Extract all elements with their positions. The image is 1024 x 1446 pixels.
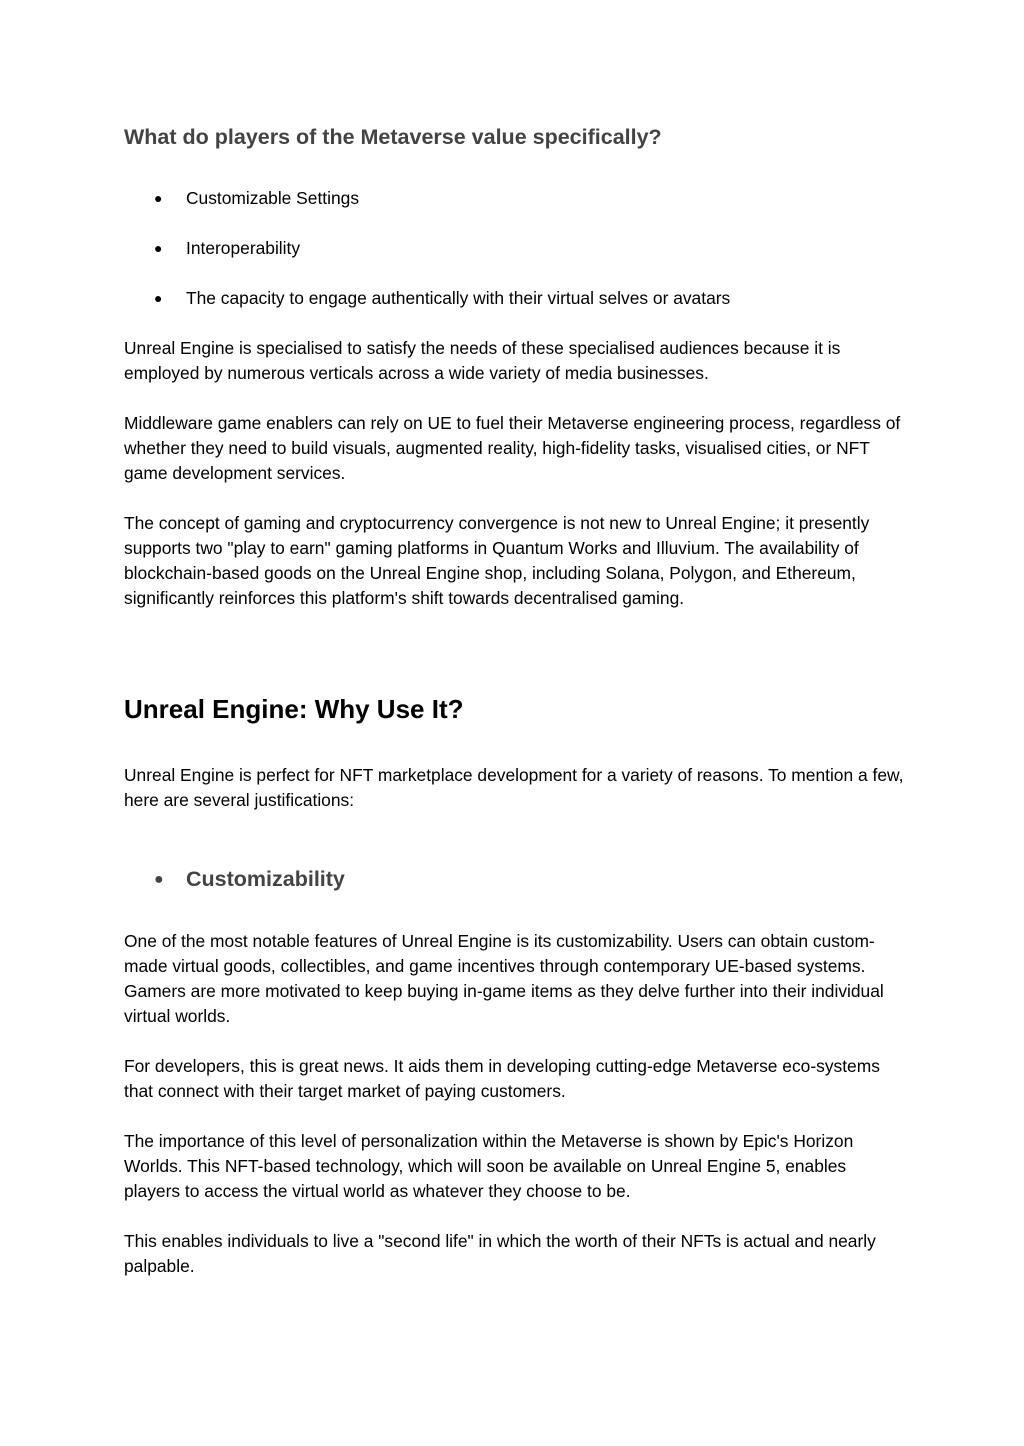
paragraph: Middleware game enablers can rely on UE to fuel their Metaverse engineering process, regardless of whether they need to build visuals, augmented reality, high-fidelity tasks, visualised cities, or NFT game development services. — [124, 413, 901, 483]
subheading-customizability — [154, 867, 345, 892]
list-item-text: Customizable Settings — [186, 188, 360, 208]
bullet-icon: ● — [154, 190, 163, 206]
paragraph: One of the most notable features of Unreal Engine is its customizability. Users can obtain custom-made virtual goods, collectibles, and game incentives through contemporary UE-based systems. Gamers are more motivated to keep buying in-game items as they delve further into their individual virtual worlds. — [124, 931, 884, 1026]
bullet-icon: ● — [154, 240, 163, 256]
list-item — [154, 186, 359, 211]
subheading-text: Customizability — [186, 867, 345, 891]
paragraph: The importance of this level of personalization within the Metaverse is shown by Epic's Horizon Worlds. This NFT-based technology, which will soon be available on Unreal Engine 5, enables players to access the virtual world as whatever they choose to be. — [124, 1131, 854, 1201]
paragraph: Unreal Engine is specialised to satisfy the needs of these specialised audiences because it is employed by numerous verticals across a wide variety of media businesses. — [124, 338, 841, 383]
paragraph: Unreal Engine is perfect for NFT marketplace development for a variety of reasons. To mention a few, here are several justifications: — [124, 765, 904, 810]
paragraph: This enables individuals to live a "second life" in which the worth of their NFTs is actual and nearly palpable. — [124, 1231, 876, 1276]
list-item-text: Interoperability — [186, 238, 301, 258]
paragraph: For developers, this is great news. It aids them in developing cutting-edge Metaverse eco-systems that connect with their target market of paying customers. — [124, 1056, 880, 1101]
paragraph: The concept of gaming and cryptocurrency convergence is not new to Unreal Engine; it presently supports two "play to earn" gaming platforms in Quantum Works and Illuvium. The availability of blockchain-based goods on the Unreal Engine shop, including Solana, Polygon, and Ethereum, significantly reinforces this platform's shift towards decentralised gaming. — [124, 513, 870, 608]
section-heading-player-values: What do players of the Metaverse value specifically? — [124, 125, 662, 149]
list-item — [154, 286, 730, 311]
bullet-icon: ● — [154, 871, 164, 888]
list-item — [154, 236, 300, 261]
bullet-icon: ● — [154, 290, 163, 306]
section-heading-why-use: Unreal Engine: Why Use It? — [124, 694, 464, 724]
list-item-text: The capacity to engage authentically with their virtual selves or avatars — [186, 288, 731, 308]
